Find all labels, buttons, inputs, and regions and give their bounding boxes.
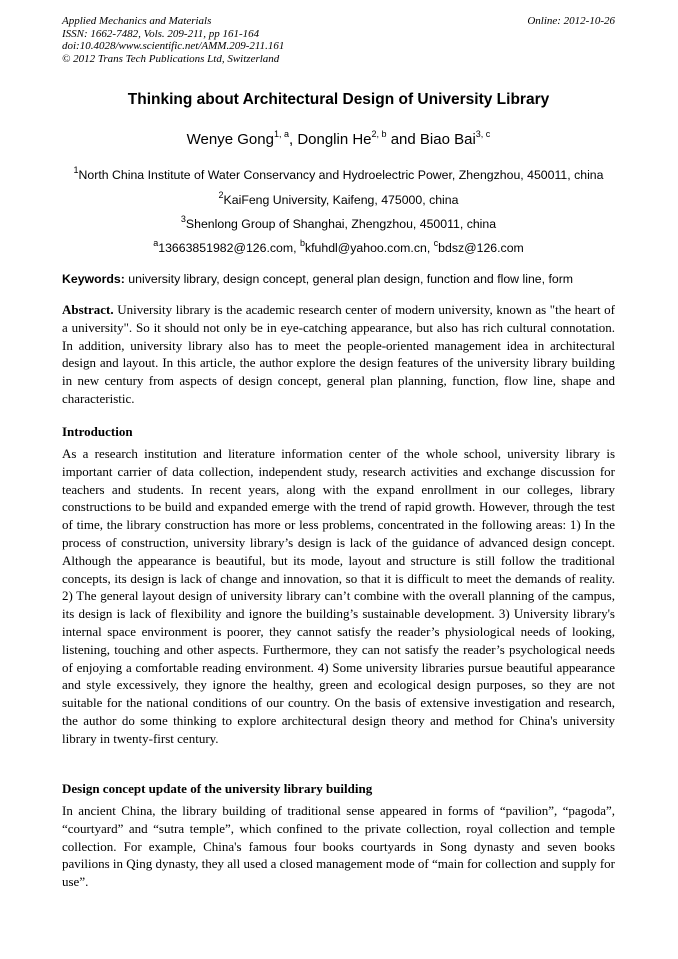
paper-title: Thinking about Architectural Design of University Library (127, 91, 550, 108)
section-heading-introduction: Introduction (62, 424, 133, 439)
section-heading-design-concept: Design concept update of the university library building (62, 781, 373, 796)
email-superscript: a (153, 237, 159, 248)
keywords-text: university library, design concept, general plan design, function and flow line, form (124, 272, 574, 286)
email-text: 13663851982@126.com, (158, 241, 300, 255)
issn-line: ISSN: 1662-7482, Vols. 209-211, pp 161-164 (62, 27, 260, 40)
email-text: bdsz@126.com (438, 241, 524, 255)
journal-name: Applied Mechanics and Materials (62, 15, 212, 27)
author-name: Biao Bai (419, 131, 476, 148)
author-name: Wenye Gong (186, 131, 274, 148)
author-superscript: 1, a (273, 129, 289, 139)
affiliation-superscript: 2 (218, 189, 224, 200)
online-date: Online: 2012-10-26 (527, 15, 615, 27)
affiliation-superscript: 3 (180, 213, 186, 224)
affiliation-1 (62, 164, 615, 183)
affiliation-text: Shenlong Group of Shanghai, Zhengzhou, 450011, china (185, 217, 497, 231)
affiliation-text: North China Institute of Water Conservancy and Hydroelectric Power, Zhengzhou, 450011, china (78, 168, 604, 182)
affiliation-superscript: 1 (73, 164, 79, 175)
author-superscript: 3, c (475, 129, 491, 139)
affiliation-3 (62, 213, 615, 232)
author-separator: and (386, 131, 420, 148)
affiliation-2 (62, 189, 615, 208)
section-body-design-concept: In ancient China, the library building of traditional sense appeared in forms of “pavilion”, “pagoda”, “courtyard” and “sutra temple”, which confined to the private collection, royal collection and temple collection. For example, China's famous four books courtyards in Song dynasty and seven books pavilions in Qing dynasty, they all used a closed management mode of “main for collection and supply for use”. (62, 803, 615, 890)
copyright-line: © 2012 Trans Tech Publications Ltd, Switzerland (62, 52, 280, 65)
author-name: Donglin He (297, 131, 372, 148)
author-separator: , (288, 131, 298, 148)
email-superscript: b (299, 237, 305, 248)
doi-line: doi:10.4028/www.scientific.net/AMM.209-211.161 (62, 40, 285, 52)
email-list (62, 237, 615, 256)
abstract (62, 301, 615, 408)
email-superscript: c (433, 237, 439, 248)
author-superscript: 2, b (371, 129, 387, 139)
keywords (62, 271, 615, 287)
keywords-label: Keywords: (62, 272, 125, 286)
section-body-introduction: As a research institution and literature information center of the whole school, university library is important carrier of data collection, independent study, research activities and exchange discussion for teachers and students. In recent years, along with the expand enrollment in our colleges, library constructions to be build and expanded emerge with the trend of rapid growth. However, through the test of time, the library construction has more or less problems, concentrated in the following areas: 1) In the process of construction, university library’s design is lack of the guidance of advanced design concept. Although the appearance is beautiful, but its mode, layout and structure is still follow the traditional concepts, its design is lack of change and innovation, so that it is difficult to meet the demands of reality. 2) The general layout design of university library can’t combine with the overall planning of the campus, its design is lack of flexibility and ignore the building’s sustainable development. 3) University library's internal space environment is poorer, they cannot satisfy the reader’s physiological needs of looking, listening, touching and other aspects. Furthermore, they can not satisfy the reader’s psychological needs of enjoying a comfortable reading environment. 4) Some university libraries pursue beautiful appearance and style excessively, they ignore the healthy, green and ecological design purposes, so they are not suitable for the national conditions of our country. On the basis of extensive investigation and research, the author do some thinking to explore architectural design theory and method for China's university library in twenty-first century. (62, 446, 615, 746)
abstract-label: Abstract. (62, 302, 114, 317)
affiliation-text: KaiFeng University, Kaifeng, 475000, china (223, 193, 459, 207)
journal-header (62, 15, 615, 65)
email-text: kfuhdl@yahoo.com.cn, (304, 241, 434, 255)
author-list (62, 130, 615, 150)
abstract-text: University library is the academic research center of modern university, known as "the heart of a university". So it should not only be in eye-catching appearance, but also has rich cultural connotation. In addition, university library also has to meet the people-oriented management idea in architectural design and layout. In this article, the author explore the design features of the university library building in new century from aspects of design concept, general plan planning, function, flow line, shape and characteristic. (62, 302, 615, 406)
